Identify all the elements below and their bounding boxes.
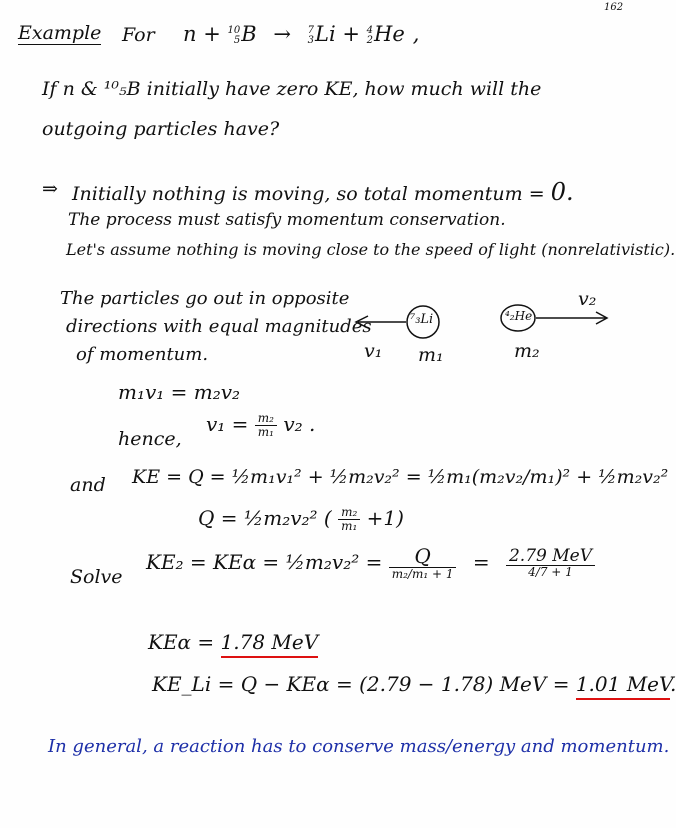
ke-equation: KE = Q = ½m₁v₁² + ½m₂v₂² = ½m₁(m₂v₂/m₁)² + ½m₂v₂² [132, 466, 669, 488]
ke-li-equation: KE_Li = Q − KEα = (2.79 − 1.78) MeV = 1.01 MeV. [152, 672, 676, 696]
answer-line-1: Initially nothing is moving, so total momentum = 0. [72, 178, 574, 206]
question-line-1: If n & ¹⁰₅B initially have zero KE, how much will the [42, 78, 542, 100]
particles-line-2: directions with equal magnitudes [66, 316, 372, 337]
solve-label: Solve [70, 566, 123, 588]
reaction-equation: n + 10 5 B → 7 3 Li + 4 2 He , [183, 22, 420, 46]
particles-line-1: The particles go out in opposite [60, 288, 350, 309]
v1-equation: v₁ = $\frac{\text{m₂}}{\text{m₁}}$ v₂ . [206, 411, 316, 439]
m1-label: m₁ [418, 344, 444, 366]
example-label: Example [18, 22, 102, 44]
page-number: 162 [604, 2, 624, 13]
reaction-lead: For [122, 24, 155, 46]
particles-line-3: of momentum. [76, 344, 209, 365]
ke-alpha-result: 1.78 MeV [221, 630, 319, 658]
ke-li-result: 1.01 MeV [576, 672, 670, 700]
answer-arrow: ⇒ [42, 178, 58, 200]
answer-line-3: Let's assume nothing is moving close to the speed of light (nonrelativistic). [66, 240, 676, 259]
question-line-2: outgoing particles have? [42, 118, 280, 140]
and-label: and [70, 474, 106, 496]
momentum-equation: m₁v₁ = m₂v₂ [118, 380, 241, 404]
conclusion-text: In general, a reaction has to conserve mass/energy and momentum. [48, 736, 670, 757]
hence-label: hence, [118, 428, 182, 450]
v2-label: v₂ [578, 288, 597, 310]
solve-equation: KE₂ = KEα = ½m₂v₂² = $\frac{Q}{\text{m₂/m₁ + 1}}$ = $\frac{\text{2.79 MeV}}{4/7 + 1}$ [146, 546, 595, 581]
q-equation: Q = ½m₂v₂² ( $\frac{\text{m₂}}{\text{m₁}}$ +1) [198, 505, 404, 533]
li-label: ⁷₃Li [410, 312, 434, 327]
he-label: ⁴₂He [505, 309, 533, 323]
m2-label: m₂ [514, 340, 540, 362]
answer-line-2: The process must satisfy momentum conservation. [68, 210, 506, 230]
v1-label: v₁ [364, 340, 383, 362]
ke-alpha-equation: KEα = 1.78 MeV [148, 630, 318, 654]
